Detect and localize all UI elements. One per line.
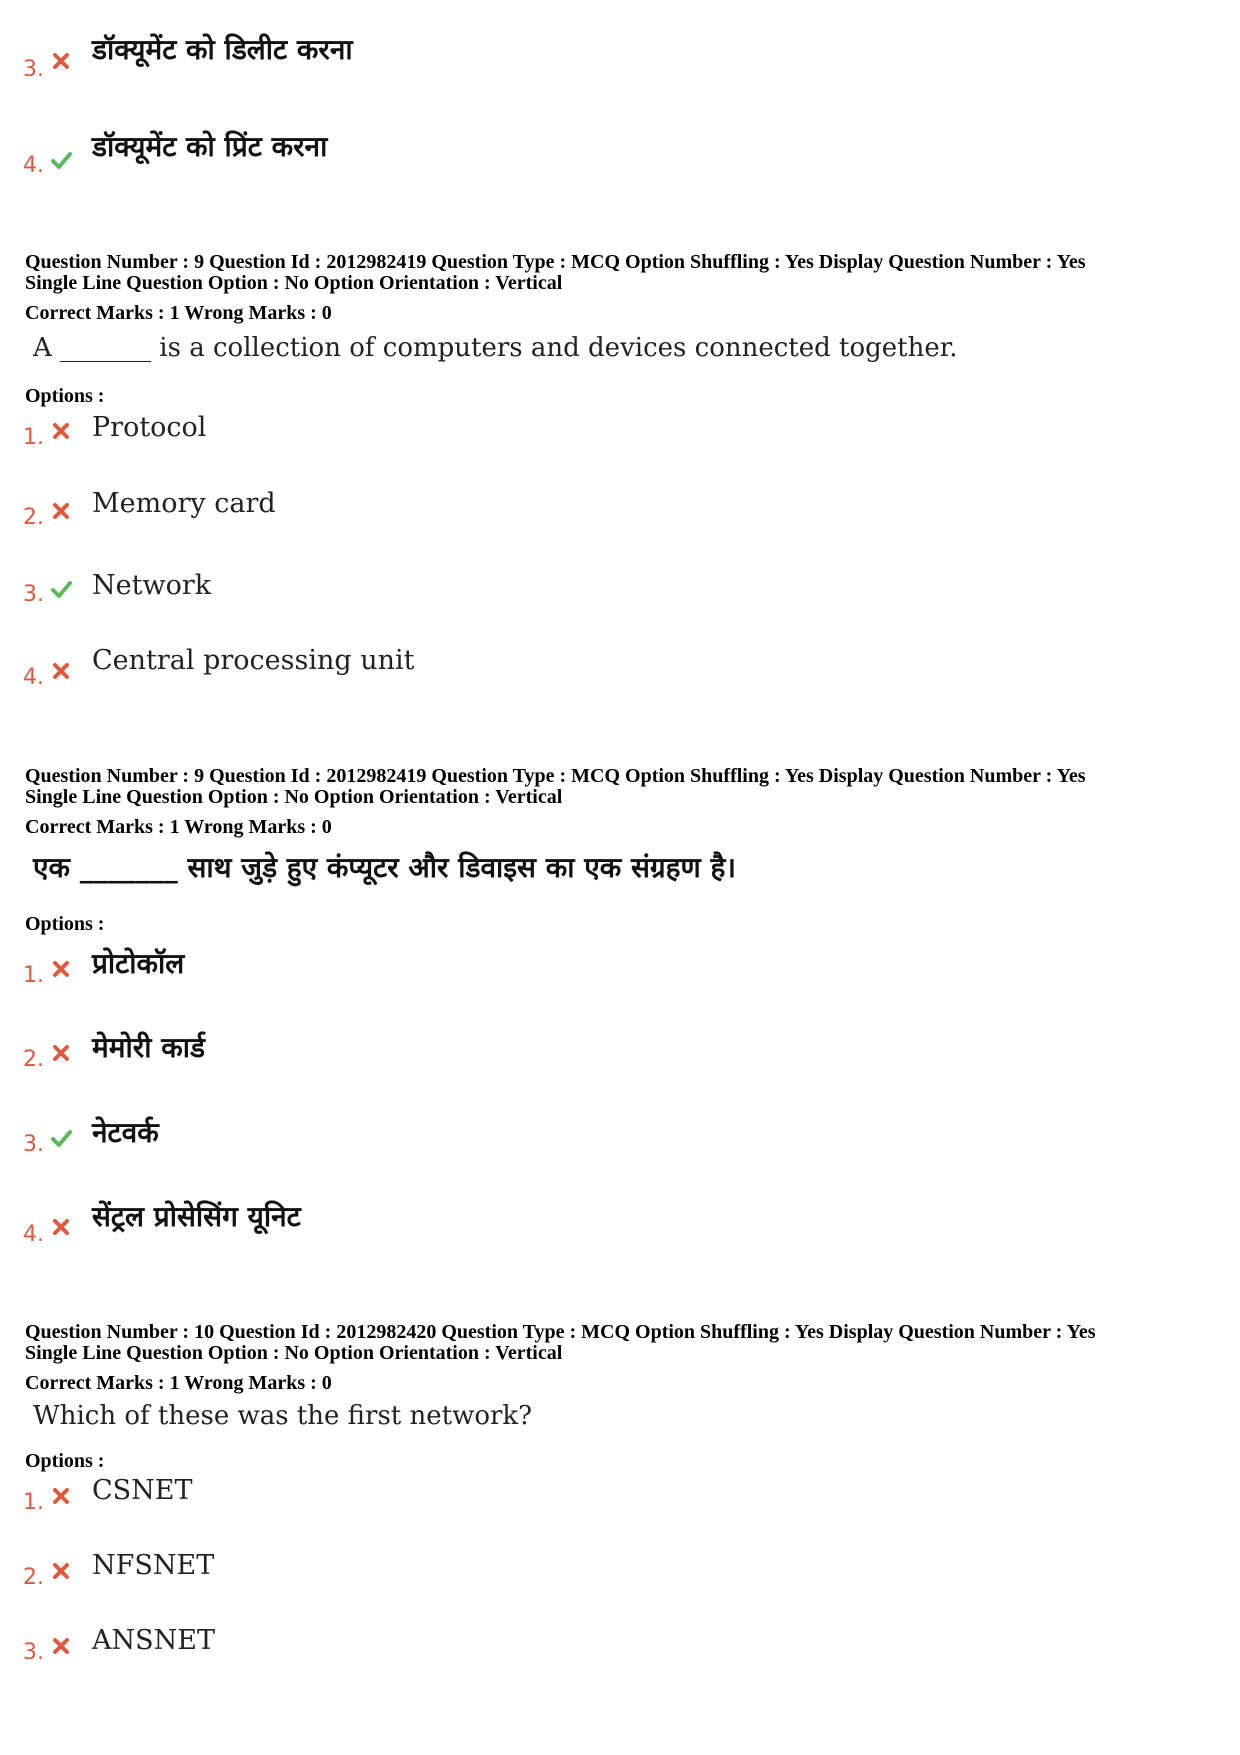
check-icon — [50, 1127, 72, 1149]
cross-icon — [50, 1560, 72, 1582]
marks-line: Correct Marks : 1 Wrong Marks : 0 — [25, 302, 332, 324]
cross-icon — [50, 1042, 72, 1064]
question-meta-line1: Question Number : 9 Question Id : 2012982419 Question Type : MCQ Option Shuffling : Yes Display Question Number : Yes — [25, 765, 1086, 787]
check-icon — [50, 149, 72, 171]
option-number: 1. — [23, 1490, 44, 1515]
cross-icon — [50, 50, 72, 72]
marks-line: Correct Marks : 1 Wrong Marks : 0 — [25, 816, 332, 838]
option-text: सेंट्रल प्रोसेसिंग यूनिट — [92, 1200, 301, 1233]
option-text: प्रोटोकॉल — [92, 947, 185, 980]
options-label: Options : — [25, 385, 105, 407]
question-meta-line1: Question Number : 9 Question Id : 2012982419 Question Type : MCQ Option Shuffling : Yes Display Question Number : Yes — [25, 251, 1086, 273]
option-text: मेमोरी कार्ड — [92, 1031, 205, 1064]
option-number: 1. — [23, 963, 44, 988]
option-number: 3. — [23, 1640, 44, 1665]
option-number: 2. — [23, 505, 44, 530]
option-number: 4. — [23, 1222, 44, 1247]
option-text: CSNET — [92, 1475, 193, 1506]
cross-icon — [50, 660, 72, 682]
option-text: नेटवर्क — [92, 1116, 159, 1149]
check-icon — [50, 578, 72, 600]
option-number: 4. — [23, 665, 44, 690]
question-text: एक _______ साथ जुड़े हुए कंप्यूटर और डिवाइस का एक संग्रहण है। — [33, 851, 737, 884]
option-text: Network — [92, 570, 212, 601]
question-text: A _______ is a collection of computers and devices connected together. — [33, 333, 958, 363]
option-number: 3. — [23, 1132, 44, 1157]
option-text: Memory card — [92, 488, 276, 519]
cross-icon — [50, 1216, 72, 1238]
option-number: 1. — [23, 425, 44, 450]
question-meta-line2: Single Line Question Option : No Option Orientation : Vertical — [25, 1342, 563, 1364]
options-label: Options : — [25, 1450, 105, 1472]
option-number: 3. — [23, 57, 44, 82]
option-text: डॉक्यूमेंट को डिलीट करना — [92, 33, 353, 66]
option-text: NFSNET — [92, 1550, 215, 1581]
option-text: Central processing unit — [92, 645, 415, 676]
question-meta-line2: Single Line Question Option : No Option Orientation : Vertical — [25, 272, 563, 294]
marks-line: Correct Marks : 1 Wrong Marks : 0 — [25, 1372, 332, 1394]
option-number: 2. — [23, 1565, 44, 1590]
question-text: Which of these was the first network? — [33, 1401, 533, 1431]
question-meta-line1: Question Number : 10 Question Id : 2012982420 Question Type : MCQ Option Shuffling : Yes Display Question Number : Yes — [25, 1321, 1096, 1343]
cross-icon — [50, 1485, 72, 1507]
option-text: ANSNET — [92, 1625, 215, 1656]
cross-icon — [50, 420, 72, 442]
option-number: 3. — [23, 582, 44, 607]
option-number: 4. — [23, 153, 44, 178]
cross-icon — [50, 958, 72, 980]
option-text: डॉक्यूमेंट को प्रिंट करना — [92, 130, 328, 163]
question-meta-line2: Single Line Question Option : No Option Orientation : Vertical — [25, 786, 563, 808]
options-label: Options : — [25, 913, 105, 935]
cross-icon — [50, 500, 72, 522]
option-number: 2. — [23, 1047, 44, 1072]
option-text: Protocol — [92, 412, 207, 443]
cross-icon — [50, 1635, 72, 1657]
